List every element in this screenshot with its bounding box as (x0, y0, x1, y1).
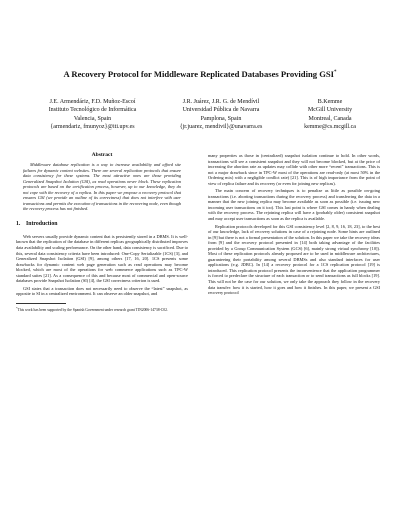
footnote-text: This work has been supported by the Spanish Government under research grant TIN2006-14738-C02. (17, 308, 168, 313)
author-group-unavarra (161, 98, 281, 132)
footnote-mark: * (16, 305, 18, 310)
section-heading-introduction (16, 221, 188, 228)
abstract-body (16, 162, 188, 212)
footnote (16, 306, 188, 313)
intro-paragraph: GSI states that a transaction does not necessarily need to observe the “latest” snapshot, as opposite to SI in a centralized environment. It can observe an older snapshot, and (16, 285, 188, 297)
author-group-mcgill (289, 98, 371, 132)
author-names: J.R. Juárez, J.R. G. de Mendívil (182, 99, 260, 105)
section-title: Introduction (26, 220, 58, 227)
section-number: 1. (16, 220, 21, 227)
title-footnote-mark: * (334, 70, 337, 75)
body-paragraph: Replication protocols developed for this GSI consistency level [2, 8, 9, 16, 18, 23], to the best of our knowledge, lack of recovery solutions in case of a rejoining node. Some hints are outlined in [9] but there is not a formal presentation of the solution. In this paper we take the recovery ideas from [9] and the recovery protocol presented in [14] both taking advantage of the facilities provided by a Group Communication System (GCS) [6], mainly strong virtual synchrony [10]). Most of these replication protocols already proposed are to be used in middleware architectures, guaranteeing their portability among several DBMSs and also standard interfaces for user applications (e.g. JDBC). In [14] a recovery protocol for a 1CS replication protocol [19] is introduced. This replication protocol presents the inconvenience that the application programmer is forced to predeclare the structure of each transaction or to send transactions as full blocks [19]. This will not be the case for our solution, we only take the approach they follow in the recovery data transfer: how it is started, how it goes and how it finishes. In this paper, we present a GSI recovery protocol (208, 223, 380, 296)
intro-paragraph: Web servers usually provide dynamic content that is persistently stored in a DBMS. It is well-known that the replication of the database in different replicas geographically distributed improves data availability and scaling performance. On the other hand, data consistency is sacrificed. Due to this, several data consistency criteria have been introduced: One-Copy Serializable (1CS) [3], and Generalized Snapshot Isolation (GSI) [9], among others [17, 16, 20]. 1CS presents some drawbacks for dynamic content web page generation such as read operations may become blocked, which are most of the operations for web commerce applications such as TPC-W standard suites [21]. As a consequence of this and because most of commercial and open-source databases provide Snapshot Isolation (SI) [4], the GSI correctness criterion is used. (16, 233, 188, 284)
paper-title (20, 68, 380, 79)
author-group-iti (30, 98, 155, 132)
author-affiliation: McGill University (307, 107, 353, 114)
footnote-divider (16, 303, 66, 304)
author-email: {armendariz, fmunyoz}@iti.upv.es (50, 124, 135, 131)
abstract-heading: Abstract (91, 152, 113, 158)
abstract-paragraph: Middleware database replication is a way to increase availability and afford site failures for dynamic content websites. There are several replication protocols that ensure data consistency for these systems. The most attractive ones are those providing Generalized Snapshot Isolation (GSI), as read operations never block. These replication protocols are based on the certification process, however, up to our knowledge, they do not cope with the recovery of a replica. In this paper we propose a recovery protocol that ensures GSI (we provide an outline of its correctness) that does not interfere with user transactions and permits the execution of transactions in the recovering node, even though the recovery process has not finished. (23, 162, 181, 212)
title-text: A Recovery Protocol for Middleware Replicated Databases Providing GSI (63, 68, 334, 79)
author-email: kemme@cs.mcgill.ca (304, 124, 356, 131)
right-column (208, 153, 380, 296)
author-affiliation: Universidad Pública de Navarra (182, 107, 260, 114)
left-column (16, 152, 188, 313)
body-paragraph: The main concern of recovery techniques is to penalize as little as possible on-going transactions (i.e. aborting transactions during the recovery process) and transferring the data in a manner that the new joining replica may become available as soon as possible (i.e. issuing new incoming user transactions on it too). This last point is where GSI comes in handy when dealing with the recovery process. The rejoining replica will have a (probably older) consistent snapshot and may accept user transactions as soon as the replica is available. (208, 188, 380, 222)
body-paragraph: many properties as those in (centralized) snapshot isolation continue to hold. In other words, transactions will see a consistent snapshot and they will not become blocked, but at the price of increasing the abortion rate as updates may collide with other more “recent” transactions. This is not a major drawback since in TPC-W most of the operations are read-only (at most 50% in the Ordering mix) with a negligible conflict rate) [21]. This is of high importance from the point of view of replica failure and its recovery (or even for joining new replicas). (208, 153, 380, 186)
author-affiliation: Instituto Tecnológico de Informática (48, 107, 137, 114)
author-location: Montreal, Canada (308, 115, 352, 122)
author-email: {jr.juarez, mendivil}@unavarra.es (179, 124, 263, 131)
author-names: B.Kemme (317, 99, 343, 105)
author-location: Pamplona, Spain (200, 115, 242, 122)
author-names: J.E. Armendáriz, F.D. Muñoz-Escoí (49, 99, 136, 105)
author-location: Valencia, Spain (73, 115, 112, 122)
